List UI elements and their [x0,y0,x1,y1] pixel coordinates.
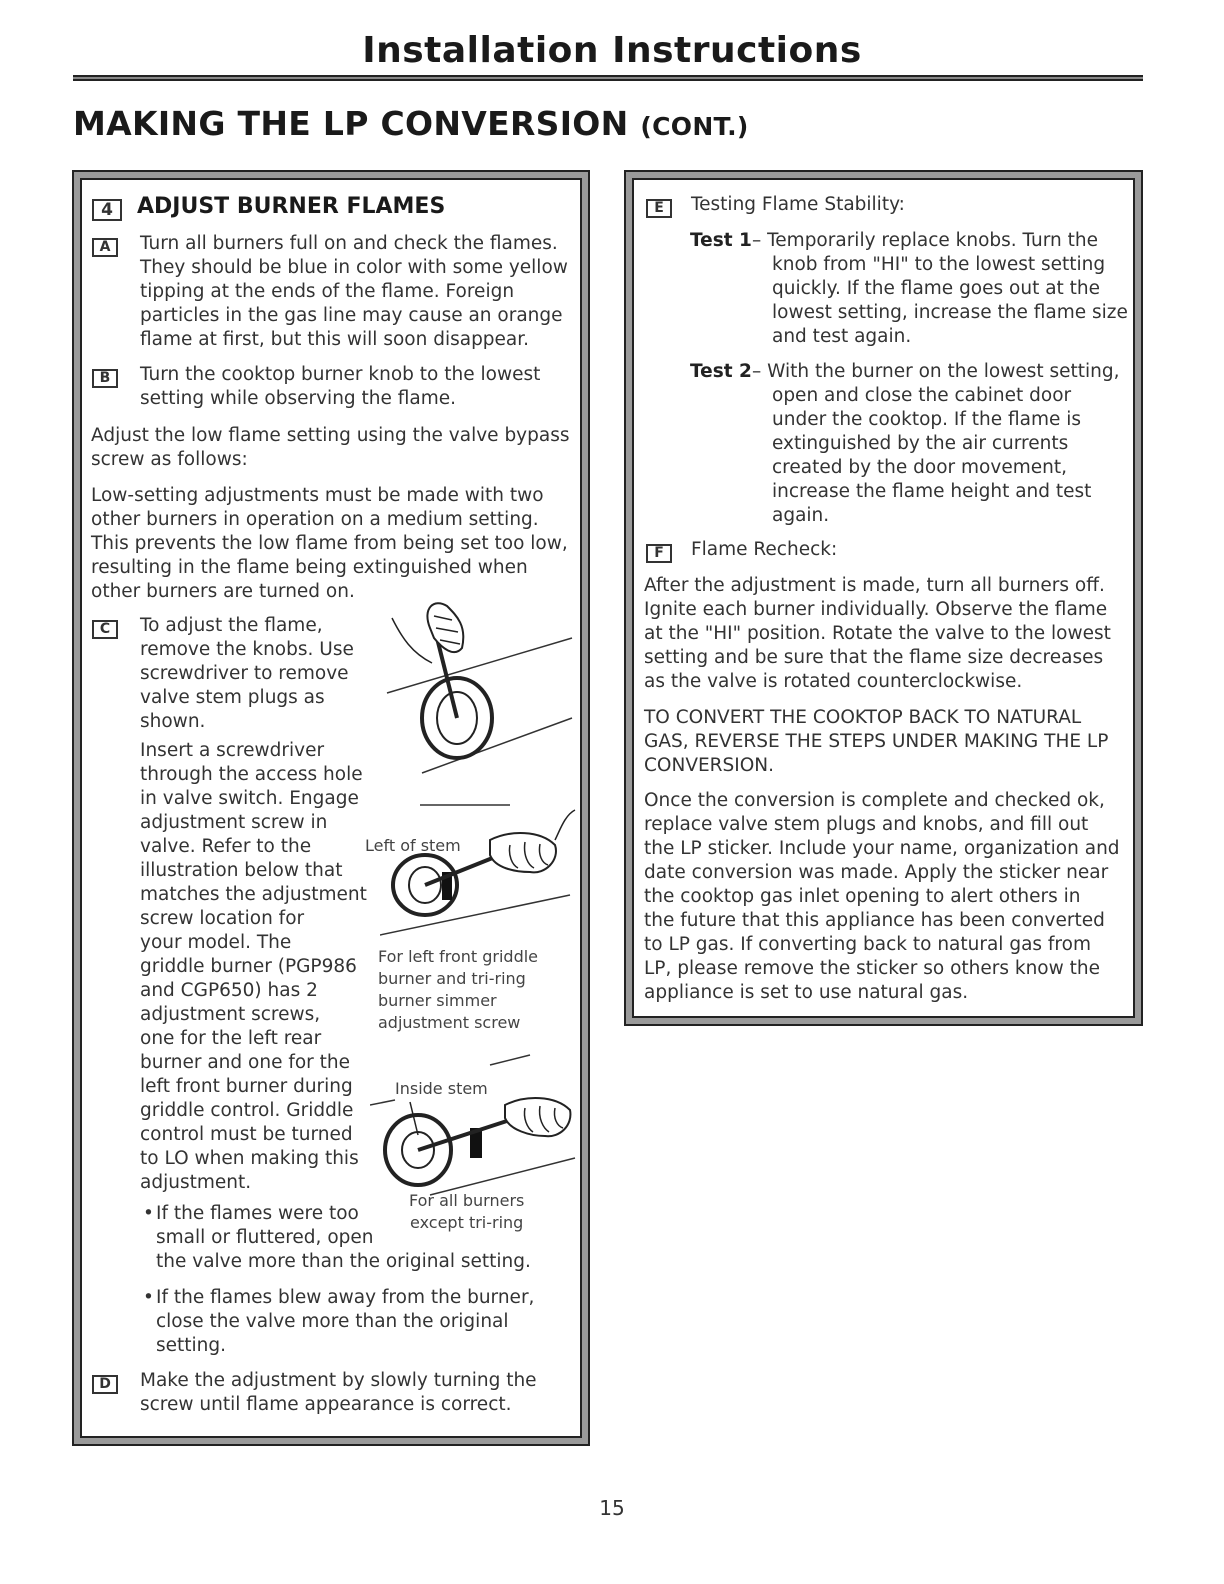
test-2-label: Test 2 [690,361,752,382]
page-header-title: Installation Instructions [362,30,862,71]
step-e-text: Testing Flame Stability: [691,194,905,215]
step-a-label: A [92,238,118,257]
step-f-label: F [646,544,672,563]
section-title-main: MAKING THE LP CONVERSION [73,104,629,143]
step-e-label: E [646,199,672,218]
left-of-stem-label: Left of stem [365,836,461,855]
inside-stem-label: Inside stem [395,1079,488,1098]
insert-screwdriver-text: Insert a screwdriver through the access hole in valve switch. Engage adjustment screw in valve. Refer to the illustration below that matches the adjustment screw location for your model. The griddle burner (PGP986 and CGP650) has 2 adjustment screws, one for the left rear burner and one for the left front burner during griddle control. Griddle control must be turned to LO when making this adjustment. [140,740,367,1193]
test-1-label: Test 1 [690,230,752,251]
bullet-1-text: If the flames were too small or fluttered, open the valve more than the original setting. [156,1203,531,1272]
inside-stem-illustration [370,1050,580,1200]
step-d-label: D [92,1375,118,1394]
step-d-text: Make the adjustment by slowly turning the screw until flame appearance is correct. [140,1370,537,1415]
step-f-text: Flame Recheck: [691,539,838,560]
bullet-icon: • [143,1287,154,1308]
test-1-text: – Temporarily replace knobs. Turn the knob from "HI" to the lowest setting quickly. If the flame goes out at the lowest setting, increase the flame size and test again. [752,230,1128,347]
test-2-text: – With the burner on the lowest setting, open and close the cabinet door under the cooktop. If the flame is extinguished by the air currents created by the door movement, increase the flame height and test again. [752,361,1120,526]
low-setting-paragraph: Low-setting adjustments must be made with two other burners in operation on a medium setting. This prevents the low flame from being set too low, resulting in the flame being extinguished when other burners are turned on. [91,485,568,602]
section-title [73,104,749,143]
step-heading: ADJUST BURNER FLAMES [137,194,446,219]
after-adjustment-paragraph: After the adjustment is made, turn all burners off. Ignite each burner individually. Observe the flame at the "HI" position. Rotate the valve to the lowest setting and be sure that the flame size decreases as the valve is rotated counterclockwise. [644,575,1111,692]
section-title-cont: (CONT.) [640,112,749,141]
all-burners-caption: For all burners except tri-ring [409,1191,525,1232]
remove-plug-illustration [372,598,582,778]
bullet-icon: • [143,1203,154,1224]
step-number-box: 4 [92,199,122,221]
left-front-griddle-caption: For left front griddle burner and tri-ring burner simmer adjustment screw [378,947,539,1032]
adjust-paragraph: Adjust the low flame setting using the valve bypass screw as follows: [91,425,570,470]
header-divider [73,75,1143,81]
convert-back-paragraph: TO CONVERT THE COOKTOP BACK TO NATURAL GAS, REVERSE THE STEPS UNDER MAKING THE LP CONVERSION. [644,707,1109,776]
left-of-stem-illustration [380,800,580,950]
step-a-text: Turn all burners full on and check the flames. They should be blue in color with some yellow tipping at the ends of the flame. Foreign particles in the gas line may cause an orange flame at first, but this will soon disappear. [140,233,568,350]
once-conversion-paragraph: Once the conversion is complete and checked ok, replace valve stem plugs and knobs, and fill out the LP sticker. Include your name, organization and date conversion was made. Apply the sticker near the cooktop gas inlet opening to alert others in the future that this appliance has been converted to LP gas. If converting back to natural gas from LP, please remove the sticker so others know the appliance is set to use natural gas. [644,790,1120,1003]
step-b-label: B [92,369,118,388]
bullet-2-text: If the flames blew away from the burner, close the valve more than the original setting. [156,1287,535,1356]
step-c-label: C [92,620,118,639]
step-b-text: Turn the cooktop burner knob to the lowest setting while observing the flame. [140,364,541,409]
step-c-text: To adjust the flame, remove the knobs. Use screwdriver to remove valve stem plugs as shown. [140,615,354,732]
page-number: 15 [599,1496,625,1520]
